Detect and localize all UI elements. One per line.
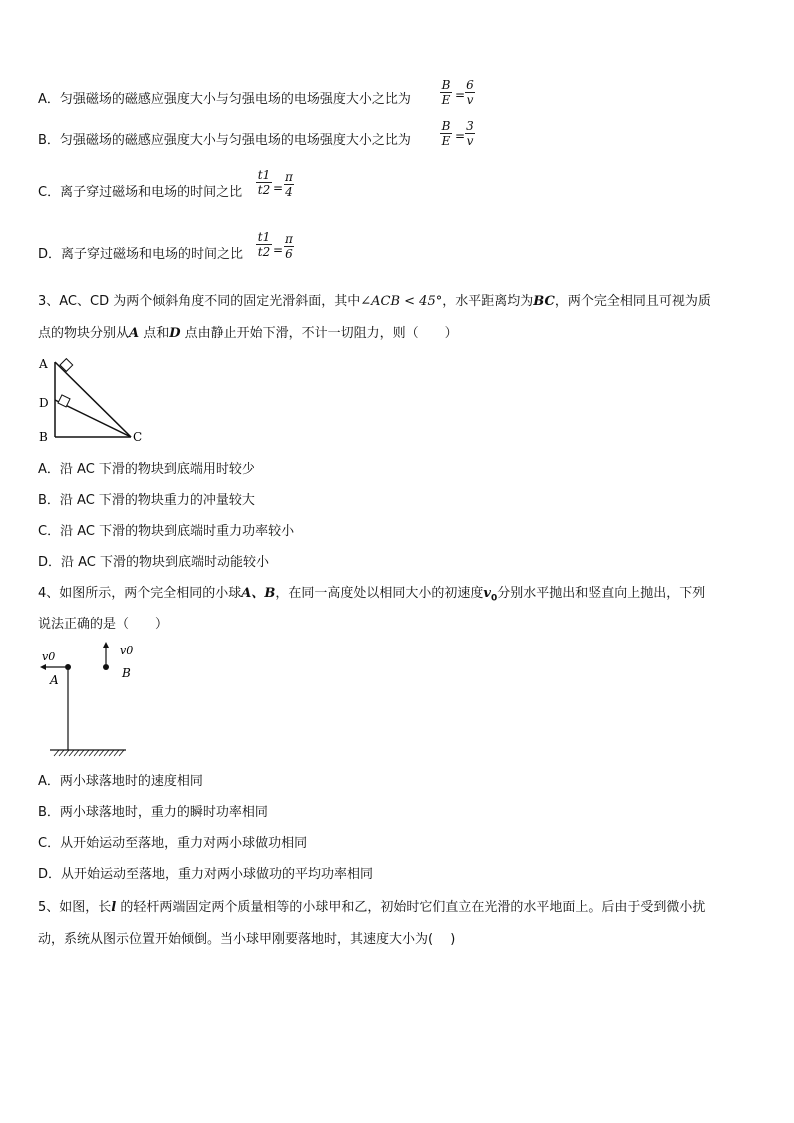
fraction-denominator: 4	[285, 185, 293, 199]
q2b-fraction-left	[440, 119, 452, 148]
q3-stem-line2: 点的物块分别从A 点和D 点由静止开始下滑，不计一切阻力，则（ ）	[38, 326, 458, 341]
fraction-denominator: t2	[257, 183, 271, 197]
q4-option-b: B．两小球落地时，重力的瞬时功率相同	[38, 805, 268, 820]
fraction-numerator: B	[441, 78, 451, 92]
fraction-denominator: E	[441, 93, 451, 107]
fraction-denominator: E	[441, 134, 451, 148]
q2-option-a: A．匀强磁场的磁感应强度大小与匀强电场的电场强度大小之比为	[38, 92, 411, 107]
fraction-numerator: t1	[257, 230, 271, 244]
q4-option-c: C．从开始运动至落地，重力对两小球做功相同	[38, 836, 308, 851]
equals-sign: =	[455, 129, 466, 143]
fraction-numerator: 6	[466, 78, 474, 92]
label-d: D	[39, 396, 49, 410]
q2-option-d: D．离子穿过磁场和电场的时间之比	[38, 247, 244, 262]
block-d	[58, 395, 70, 407]
arrow-left-icon	[40, 664, 46, 670]
q3-option-a: A．沿 AC 下滑的物块到底端用时较少	[38, 462, 255, 477]
q2a-fraction-right	[465, 78, 475, 107]
q3-option-d: D．沿 AC 下滑的物块到底端时动能较小	[38, 555, 270, 570]
label-c: C	[133, 430, 143, 444]
q2c-fraction-left	[256, 168, 272, 197]
q2c-fraction-right	[284, 170, 294, 199]
fraction-denominator: t2	[257, 245, 271, 259]
q2d-fraction-left	[256, 230, 272, 259]
fraction-numerator: 3	[466, 119, 474, 133]
q2d-fraction-right	[284, 232, 294, 261]
q3-option-b: B．沿 AC 下滑的物块重力的冲量较大	[38, 493, 255, 508]
ball-b	[103, 664, 109, 670]
q2-option-c: C．离子穿过磁场和电场的时间之比	[38, 185, 243, 200]
q2a-fraction-left	[440, 78, 452, 107]
angle-expression: ∠ACB < 45°	[360, 294, 443, 309]
q4-option-d: D．从开始运动至落地，重力对两小球做功的平均功率相同	[38, 867, 374, 882]
q4-projectile-diagram	[36, 640, 134, 762]
label-a: A	[39, 357, 48, 371]
q4-stem-line2: 说法正确的是（ ）	[38, 617, 169, 632]
fraction-numerator: π	[285, 170, 293, 184]
q5-stem-line2: 动，系统从图示位置开始倾倒。当小球甲刚要落地时，其速度大小为( )	[38, 932, 456, 947]
q3-stem-line1: 3、AC、CD 为两个倾斜角度不同的固定光滑斜面，其中∠ACB < 45°，水平距离均为BC，两个完全相同且可视为质	[38, 294, 711, 309]
fraction-numerator: B	[441, 119, 451, 133]
q3-incline-diagram	[36, 352, 146, 444]
q4-stem-line1: 4、如图所示，两个完全相同的小球A、B，在同一高度处以相同大小的初速度$v_0$分别水平抛出和竖直向上抛出，下列	[38, 586, 706, 604]
q3-option-c: C．沿 AC 下滑的物块到底端时重力功率较小	[38, 524, 295, 539]
ground-hatch	[54, 750, 124, 756]
fraction-denominator: v	[466, 134, 474, 148]
fraction-numerator: t1	[257, 168, 271, 182]
fraction-denominator: v	[466, 93, 474, 107]
arrow-up-icon	[103, 642, 109, 648]
q4-option-a: A．两小球落地时的速度相同	[38, 774, 203, 789]
q2-option-b: B．匀强磁场的磁感应强度大小与匀强电场的电场强度大小之比为	[38, 133, 411, 148]
fraction-numerator: π	[285, 232, 293, 246]
label-v0-horizontal: v0	[42, 650, 56, 663]
q2b-fraction-right	[465, 119, 475, 148]
label-b: B	[122, 666, 131, 680]
q5-stem-line1: 5、如图，长l 的轻杆两端固定两个质量相等的小球甲和乙，初始时它们直立在光滑的水平地面上。后由于受到微小扰	[38, 900, 706, 915]
label-b: B	[39, 430, 48, 444]
label-a: A	[50, 673, 59, 687]
equals-sign: =	[273, 243, 284, 257]
equals-sign: =	[273, 181, 284, 195]
fraction-denominator: 6	[285, 247, 293, 261]
ball-a	[65, 664, 71, 670]
equals-sign: =	[455, 88, 466, 102]
label-v0-vertical: v0	[120, 644, 134, 657]
